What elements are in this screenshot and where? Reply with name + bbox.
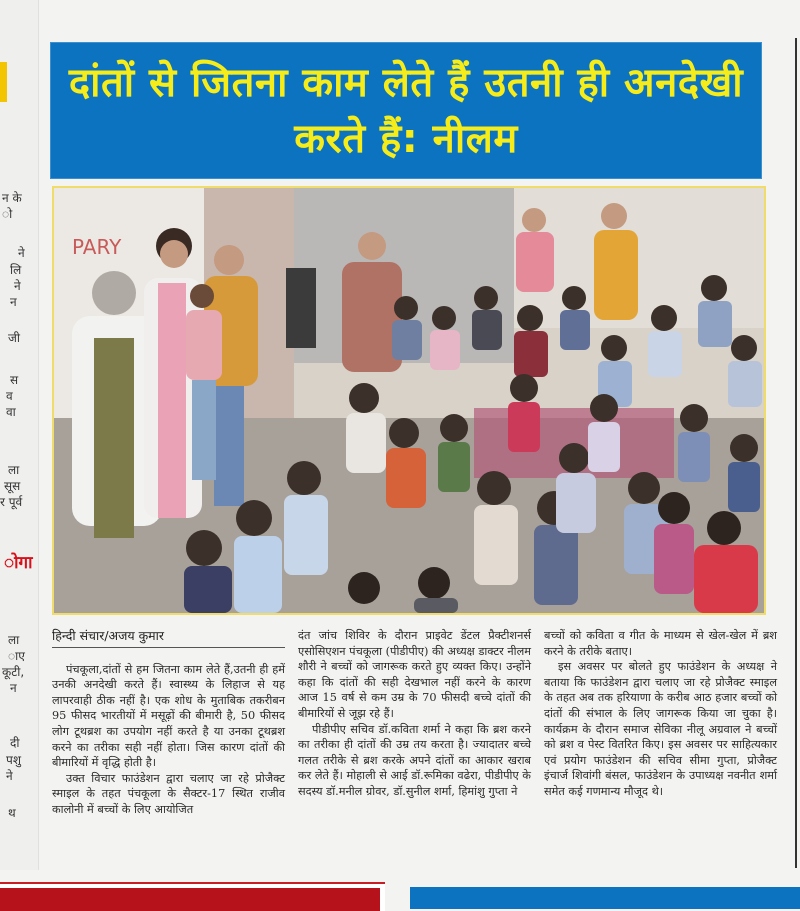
article-paragraph: दंत जांच शिविर के दौरान प्राइवेट डेंटल प्रैक्टीशनर्स एसोसिएशन पंचकूला (पीडीपीए) की अध्यक्ष डाक्टर नीलम शौरी ने बच्चों को जागरूक करते हुए व्यक्त किए। उन्होंने कहा कि दांतों की सही देखभाल नहीं करने के कारण आज 15 वर्ष से कम उम्र के 70 फीसदी बच्चे दांतों की बीमारियों से जूझ रहे हैं। — [298, 629, 531, 720]
article-paragraph: पीडीपीए सचिव डॉ.कविता शर्मा ने कहा कि ब्रश करने का तरीका ही दांतों की उम्र तय करता है। ज्यादातर बच्चे गलत तरीके से ब्रश करके अपने दांतों का आकार खराब कर लेते हैं। मोहाली से आई डॉ.रूमिका वढेरा, पीडीपीए के सदस्य डॉ.मनील ग्रोवर, डॉ.सुनील शर्मा, हिमांशु गुप्ता ने — [298, 722, 531, 798]
article-byline: हिन्दी संचार/अजय कुमार — [52, 628, 285, 648]
adjacent-text-fragment: न — [10, 681, 17, 695]
headline-banner — [50, 42, 762, 179]
article-paragraph: बच्चों को कविता व गीत के माध्यम से खेल-खेल में ब्रश करने के तरीके बताए। — [544, 629, 777, 658]
adjacent-text-fragment: थ — [8, 806, 16, 820]
adjacent-text-fragment: ला — [8, 633, 20, 647]
adjacent-text-fragment: ने — [18, 246, 25, 260]
news-photo — [52, 186, 766, 615]
adjacent-text-fragment: कूटी, — [2, 665, 25, 679]
next-article-blue-banner — [410, 887, 800, 909]
adjacent-article-strip — [0, 0, 39, 870]
adjacent-text-fragment: जी — [8, 331, 21, 345]
article-column-3 — [544, 628, 777, 800]
adjacent-text-fragment: व — [6, 389, 13, 403]
article-paragraph: पंचकूला,दांतों से हम जितना काम लेते हैं,उतनी ही हमें उनकी अनदेखी करते हैं। स्वास्थ्य के लिहाज से यह लापरवाही ठीक नहीं है। एक शोध के मुताबिक तकरीबन 95 फीसद भारतीयों में मसूढ़ों की बीमारी है, 50 फीसद लोग टूथब्रश का उपयोग नहीं करते है या उनका टूथब्रश करने का तरीका सही नहीं होता। जिस कारण दांतों की बीमारियों में वृद्धि होती है। — [52, 662, 285, 770]
adjacent-text-fragment: वा — [6, 405, 16, 419]
adjacent-headline-tab — [0, 62, 7, 102]
article-column-1 — [52, 628, 285, 818]
article-column-2 — [298, 628, 531, 800]
headline-title: दांतों से जितना काम लेते हैं उतनी ही अनदेखी करते हैं: नीलम — [68, 59, 744, 162]
adjacent-text-fragment: पशु — [6, 753, 21, 767]
adjacent-text-fragment: न — [10, 295, 17, 309]
adjacent-text-fragment: ला — [8, 463, 20, 477]
article-paragraph: उक्त विचार फाउंडेशन द्वारा चलाए जा रहे प्रोजैक्ट स्माइल के तहत पंचकूला के सैक्टर-17 स्थित राजीव कालोनी में बच्चों के लिए आयोजित — [52, 771, 285, 816]
adjacent-text-fragment: ने — [14, 279, 21, 293]
adjacent-text-fragment: सूस — [4, 479, 21, 493]
adjacent-headline-fragment: ोगा — [4, 553, 33, 573]
photo-illustration — [54, 188, 764, 613]
adjacent-text-fragment: ो — [2, 207, 13, 221]
adjacent-text-fragment: न के — [2, 191, 22, 205]
red-banner-fill — [0, 888, 380, 911]
adjacent-text-fragment: लि — [10, 263, 22, 277]
adjacent-text-fragment: ने — [6, 769, 13, 783]
adjacent-text-fragment: स — [10, 373, 19, 387]
photo-sign-text: PARY — [72, 235, 122, 259]
article-paragraph: इस अवसर पर बोलते हुए फाउंडेशन के अध्यक्ष ने बताया कि फाउंडेशन द्वारा चलाए जा रहे प्रोजैक्ट स्माइल के तहत अब तक हरियाणा के करीब आठ हजार बच्चों को दांतों की संभाल के लिए जागरूक किया जा चुका है। कार्यक्रम के दौरान समाज सेविका नीलू अग्रवाल ने बच्चों को ब्रश व पेस्ट वितरित किए। इस अवसर पर साहित्यकार एवं प्रयोग फाउंडेशन की सचिव सीमा गुप्ता, प्रोजैक्ट इंचार्ज शिवांगी बंसल, फाउंडेशन के उपाध्यक्ष नवनीत शर्मा समेत कई गणमान्य मौजूद थे। — [544, 660, 777, 798]
adjacent-text-fragment: दी — [10, 736, 20, 750]
column-rule — [795, 38, 797, 868]
adjacent-text-fragment: ाए — [8, 649, 25, 663]
adjacent-text-fragment: र पूर्व — [0, 495, 23, 509]
article-body — [52, 628, 782, 873]
next-article-red-banner — [0, 882, 385, 911]
